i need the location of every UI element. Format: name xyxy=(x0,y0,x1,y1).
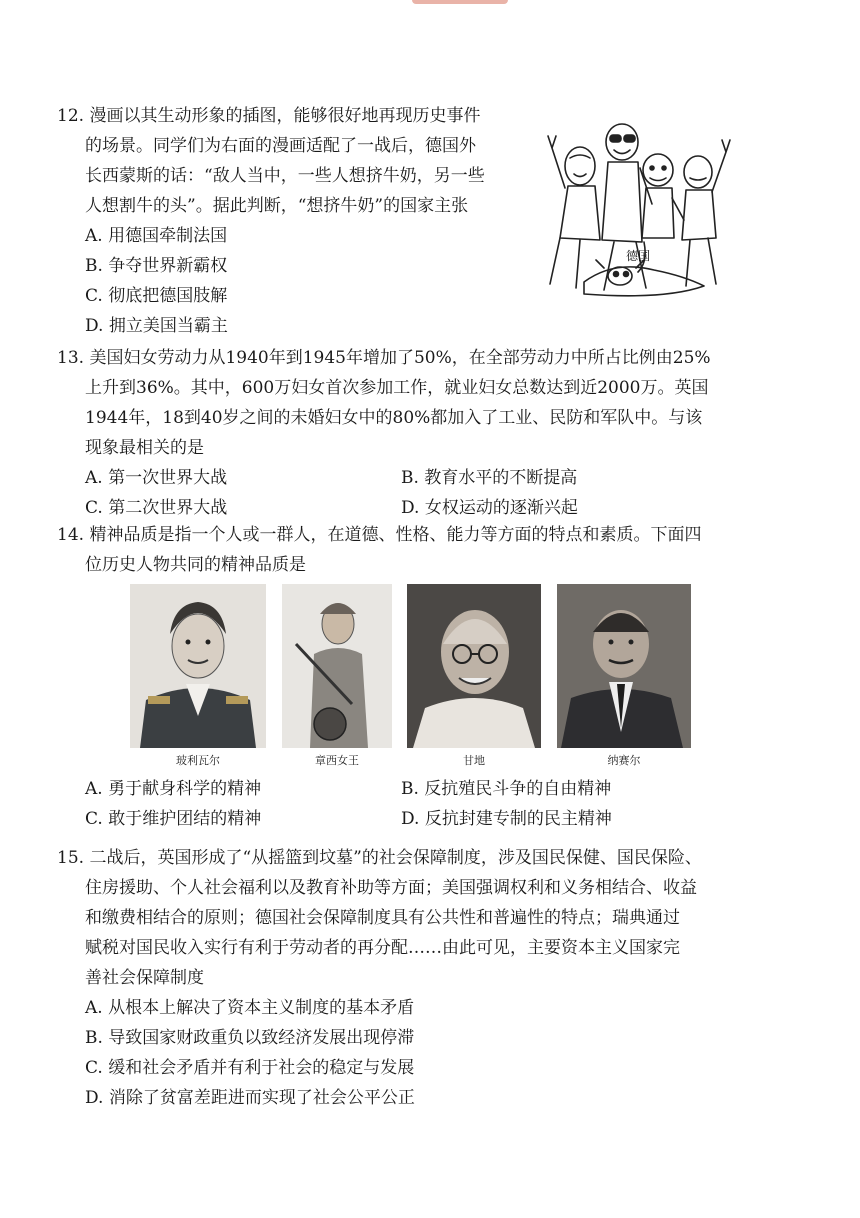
question-14-options xyxy=(57,774,797,834)
question-13-line-2: 上升到36%。其中，600万妇女首次参加工作，就业妇女总数达到近2000万。英国 xyxy=(85,378,709,398)
question-13-option-a: A. 第一次世界大战 xyxy=(85,468,228,488)
question-14-line-1: 14. 精神品质是指一个人或一群人，在道德、性格、能力等方面的特点和素质。下面四 xyxy=(57,525,702,545)
question-15-option-b: B. 导致国家财政重负以致经济发展出现停滞 xyxy=(85,1028,415,1048)
question-12-option-b: B. 争夺世界新霸权 xyxy=(85,256,228,276)
caption-nasser: 纳赛尔 xyxy=(607,754,641,767)
question-12 xyxy=(57,101,537,341)
question-13-option-d: D. 女权运动的逐渐兴起 xyxy=(401,498,578,518)
question-13-line-3: 1944年，18到40岁之间的未婚妇女中的80%都加入了工业、民防和军队中。与该 xyxy=(85,408,703,428)
portrait-rani-of-jhansi xyxy=(282,584,392,748)
question-13-option-b: B. 教育水平的不断提高 xyxy=(401,468,578,488)
question-15-option-a: A. 从根本上解决了资本主义制度的基本矛盾 xyxy=(85,998,415,1018)
question-15 xyxy=(57,843,802,1113)
question-13-options-row-2 xyxy=(57,493,797,523)
question-14-option-a: A. 勇于献身科学的精神 xyxy=(85,779,262,799)
question-15-line-3: 和缴费相结合的原则；德国社会保障制度具有公共性和普遍性的特点；瑞典通过 xyxy=(85,908,680,928)
question-14-line-2: 位历史人物共同的精神品质是 xyxy=(85,555,306,575)
question-13-line-4: 现象最相关的是 xyxy=(85,438,204,458)
question-13-option-c: C. 第二次世界大战 xyxy=(85,498,228,518)
question-13 xyxy=(57,343,797,523)
question-14-option-b: B. 反抗殖民斗争的自由精神 xyxy=(401,779,612,799)
question-12-line-4: 人想割牛的头”。据此判断，“想挤牛奶”的国家主张 xyxy=(85,196,469,216)
question-15-line-2: 住房援助、个人社会福利以及教育补助等方面；美国强调权利和义务相结合、收益 xyxy=(85,878,697,898)
question-14 xyxy=(57,520,797,580)
question-14-option-d: D. 反抗封建专制的民主精神 xyxy=(401,809,612,829)
question-15-line-1: 15. 二战后，英国形成了“从摇篮到坟墓”的社会保障制度，涉及国民保健、国民保险、 xyxy=(57,848,702,868)
question-15-line-4: 赋税对国民收入实行有利于劳动者的再分配……由此可见，主要资本主义国家完 xyxy=(85,938,680,958)
question-12-line-1: 12. 漫画以其生动形象的插图，能够很好地再现历史事件 xyxy=(57,106,481,126)
cartoon-illustration xyxy=(540,108,740,308)
question-12-option-c: C. 彻底把德国肢解 xyxy=(85,286,228,306)
question-15-line-5: 善社会保障制度 xyxy=(85,968,204,988)
top-edge-mark xyxy=(412,0,508,4)
question-14-option-c: C. 敢于维护团结的精神 xyxy=(85,809,262,829)
question-15-option-d: D. 消除了贫富差距进而实现了社会公平公正 xyxy=(85,1088,415,1108)
question-15-option-c: C. 缓和社会矛盾并有利于社会的稳定与发展 xyxy=(85,1058,415,1078)
caption-rani-of-jhansi: 章西女王 xyxy=(315,754,359,767)
question-12-line-2: 的场景。同学们为右面的漫画适配了一战后，德国外 xyxy=(85,136,476,156)
portrait-row xyxy=(0,584,860,774)
question-14-options-row-2 xyxy=(57,804,797,834)
portrait-nasser xyxy=(557,584,691,748)
portrait-gandhi xyxy=(407,584,541,748)
cartoon-label: 德国 xyxy=(626,249,651,263)
question-14-options-row-1 xyxy=(57,774,797,804)
question-12-line-3: 长西蒙斯的话：“敌人当中，一些人想挤牛奶，另一些 xyxy=(85,166,485,186)
question-12-option-a: A. 用德国牵制法国 xyxy=(85,226,228,246)
question-13-options-row-1 xyxy=(57,463,797,493)
caption-gandhi: 甘地 xyxy=(463,754,485,767)
question-13-line-1: 13. 美国妇女劳动力从1940年到1945年增加了50%，在全部劳动力中所占比例由25% xyxy=(57,348,711,368)
question-12-option-d: D. 拥立美国当霸主 xyxy=(85,316,228,336)
portrait-bolivar xyxy=(130,584,266,748)
caption-bolivar: 玻利瓦尔 xyxy=(176,754,220,767)
